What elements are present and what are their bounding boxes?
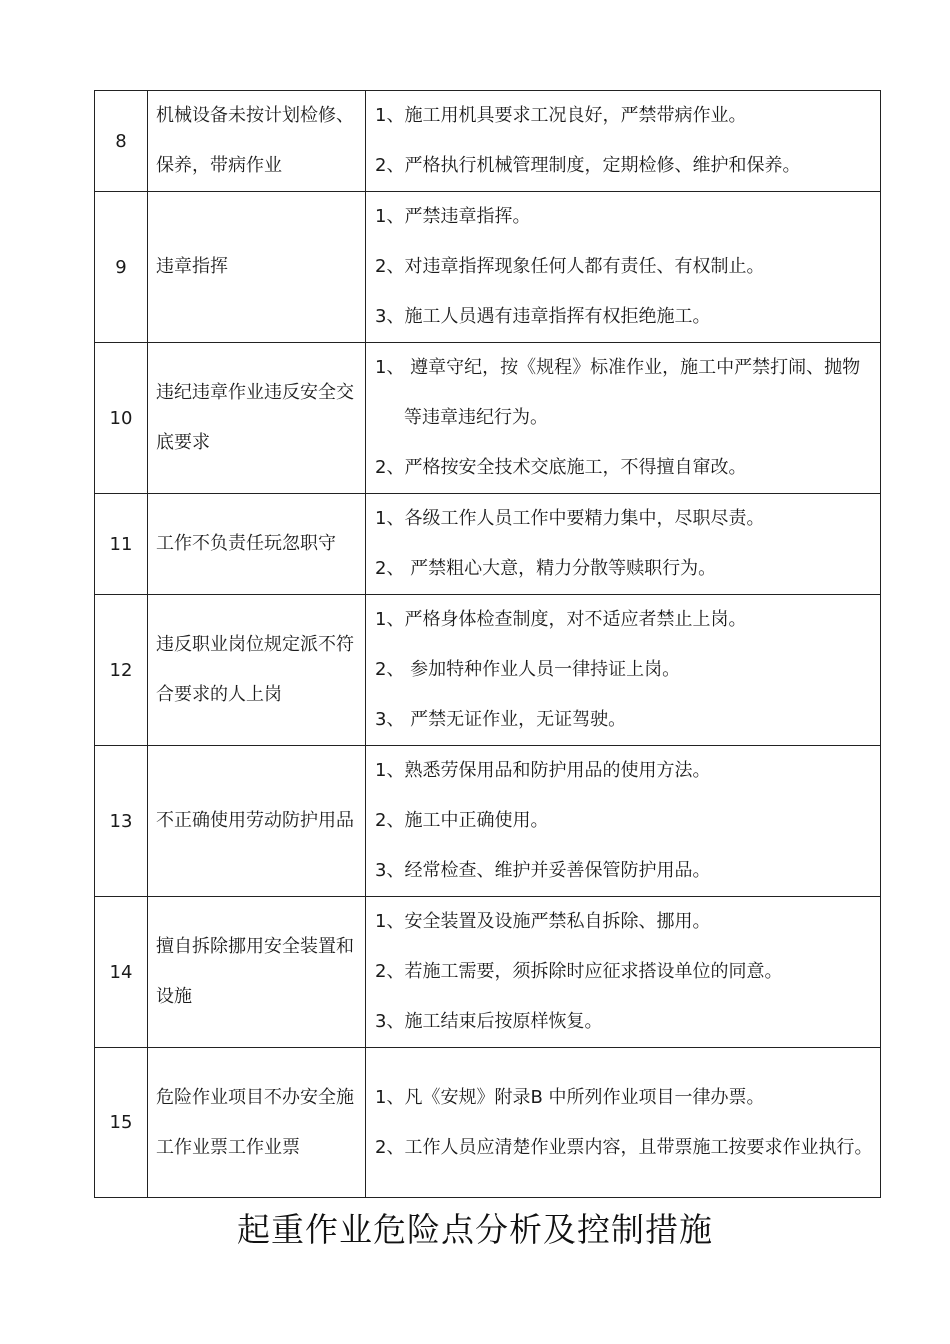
table-row [95, 746, 881, 897]
measure-item: 3、施工人员遇有违章指挥有权拒绝施工。 [375, 306, 711, 327]
hazard-description: 违章指挥 [148, 192, 366, 343]
row-number: 15 [95, 1048, 148, 1198]
table-row [95, 1048, 881, 1198]
row-number: 8 [95, 91, 148, 192]
section-title: 起重作业危险点分析及控制措施 [237, 1210, 713, 1249]
measure-item: 1、 遵章守纪，按《规程》标准作业，施工中严禁打闹、抛物等违章违纪行为。 [375, 357, 861, 428]
table-row [95, 897, 881, 1048]
measure-item: 2、 参加特种作业人员一律持证上岗。 [375, 659, 681, 680]
measure-item: 2、 严禁粗心大意，精力分散等赎职行为。 [375, 558, 717, 579]
control-measures [366, 746, 881, 897]
table-row [95, 595, 881, 746]
measure-item: 2、对违章指挥现象任何人都有责任、有权制止。 [375, 256, 765, 277]
measure-item: 2、工作人员应清楚作业票内容，且带票施工按要求作业执行。 [375, 1136, 873, 1158]
measure-item: 1、安全装置及设施严禁私自拆除、挪用。 [375, 911, 711, 932]
control-measures [366, 91, 881, 192]
table-row [95, 91, 881, 192]
hazard-control-table [94, 90, 881, 1198]
measure-item: 1、施工用机具要求工况良好，严禁带病作业。 [375, 105, 747, 126]
measure-item: 1、严禁违章指挥。 [375, 206, 531, 227]
hazard-description: 不正确使用劳动防护用品 [148, 746, 366, 897]
measure-item: 3、 严禁无证作业，无证驾驶。 [375, 709, 627, 730]
control-measures [366, 595, 881, 746]
control-measures [366, 897, 881, 1048]
hazard-description: 擅自拆除挪用安全装置和设施 [148, 897, 366, 1048]
hazard-description: 危险作业项目不办安全施工作业票工作业票 [148, 1048, 366, 1198]
measure-item: 2、严格按安全技术交底施工，不得擅自窜改。 [375, 457, 747, 478]
hazard-description: 机械设备未按计划检修、保养，带病作业 [148, 91, 366, 192]
measure-item: 1、熟悉劳保用品和防护用品的使用方法。 [375, 760, 711, 781]
measure-item: 3、施工结束后按原样恢复。 [375, 1011, 603, 1032]
row-number: 10 [95, 343, 148, 494]
measure-item: 2、施工中正确使用。 [375, 810, 549, 831]
row-number: 12 [95, 595, 148, 746]
row-number: 14 [95, 897, 148, 1048]
row-number: 13 [95, 746, 148, 897]
measure-item: 2、若施工需要，须拆除时应征求搭设单位的同意。 [375, 961, 783, 982]
row-number: 11 [95, 494, 148, 595]
table-row [95, 343, 881, 494]
hazard-description: 违纪违章作业违反安全交底要求 [148, 343, 366, 494]
control-measures [366, 1048, 881, 1198]
row-number: 9 [95, 192, 148, 343]
measure-item: 1、各级工作人员工作中要精力集中，尽职尽责。 [375, 508, 765, 529]
table-row [95, 192, 881, 343]
control-measures [366, 343, 881, 494]
measure-item: 3、经常检查、维护并妥善保管防护用品。 [375, 860, 711, 881]
hazard-description: 违反职业岗位规定派不符合要求的人上岗 [148, 595, 366, 746]
table-row [95, 494, 881, 595]
hazard-description: 工作不负责任玩忽职守 [148, 494, 366, 595]
measure-item: 2、严格执行机械管理制度，定期检修、维护和保养。 [375, 155, 801, 176]
control-measures [366, 494, 881, 595]
measure-item: 1、凡《安规》附录B 中所列作业项目一律办票。 [375, 1086, 765, 1108]
measure-item: 1、严格身体检查制度，对不适应者禁止上岗。 [375, 609, 747, 630]
control-measures [366, 192, 881, 343]
